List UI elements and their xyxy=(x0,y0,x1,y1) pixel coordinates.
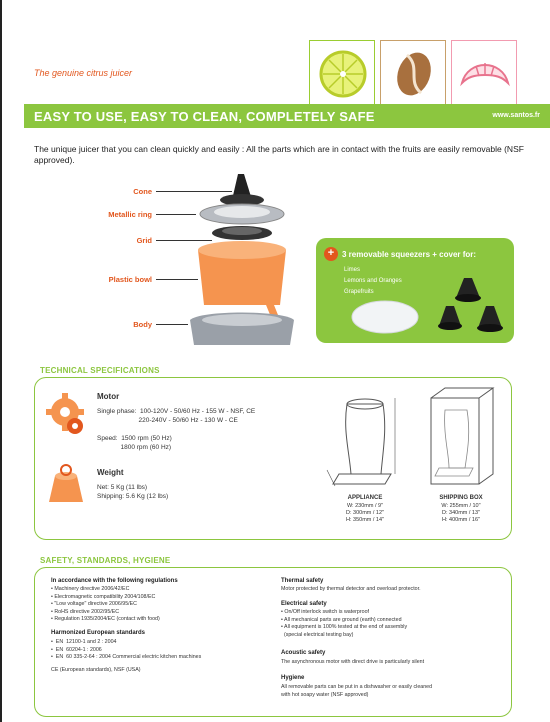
leader-line-plastic-bowl xyxy=(156,279,198,280)
hygiene-title: Hygiene xyxy=(281,675,305,681)
tagline: The genuine citrus juicer xyxy=(34,68,133,78)
motor-title: Motor xyxy=(97,392,120,401)
croissant-icon xyxy=(458,47,512,101)
plus-icon: + xyxy=(324,247,338,261)
leader-line-cone xyxy=(156,191,232,192)
weight-icon xyxy=(47,464,85,504)
part-label-cone: Cone xyxy=(133,187,152,196)
acoustic-safety-text: The asynchronous motor with direct drive is particularly silent xyxy=(281,659,425,665)
weight-specs: Net: 5 Kg (11 lbs) Shipping: 5.6 Kg (12 lbs) xyxy=(97,484,169,500)
squeezer-item-limes: Limes xyxy=(344,267,361,273)
safety-panel xyxy=(34,567,512,717)
electrical-safety-text: • On/Off interlock switch is waterproof • All mechanical parts are ground (earth) connected • All equipment is 100% tested at the end of assembly (special electrical testing bay) xyxy=(281,609,408,638)
citrus-icon xyxy=(316,47,370,101)
harmonized-standards-title: Harmonized European standards xyxy=(51,630,146,636)
regulations-title: In accordance with the following regulations xyxy=(51,578,178,584)
leader-line-grid xyxy=(156,240,212,241)
intro-paragraph: The unique juicer that you can clean quickly and easily : All the parts which are in contact with the fruits are easily removable (NSF approved). xyxy=(34,144,524,165)
headline-title: EASY TO USE, EASY TO CLEAN, COMPLETELY SAFE xyxy=(34,109,375,124)
harmonized-standards-list: • EN 12100-1 and 2 : 2004 • EN 60204-1 : 2006 • EN 60 335-2-64 : 2004 Commercial electric kitchen machines xyxy=(51,639,202,660)
gear-icon xyxy=(45,392,85,436)
thermal-safety-title: Thermal safety xyxy=(281,578,324,584)
squeezer-cones-illustration xyxy=(434,276,510,338)
electrical-safety-title: Electrical safety xyxy=(281,601,327,607)
thermal-safety-text: Motor protected by thermal detector and overload protector. xyxy=(281,586,421,592)
shipping-box-dimensions: W: 255mm / 10" D: 340mm / 13" H: 400mm / 16" xyxy=(441,503,481,523)
leader-line-body xyxy=(156,324,188,325)
part-label-metallic-ring: Metallic ring xyxy=(108,210,152,219)
weight-title: Weight xyxy=(97,468,124,477)
citrus-icon-box xyxy=(309,40,375,106)
squeezers-callout xyxy=(316,238,514,343)
headline-banner xyxy=(24,104,550,128)
technical-specs-panel xyxy=(34,377,512,540)
safety-heading: SAFETY, STANDARDS, HYGIENE xyxy=(40,556,171,565)
leader-line-metallic-ring xyxy=(156,214,196,215)
motor-specs: Single phase: 100-120V - 50/60 Hz - 155 W - NSF, CE 220-240V - 50/60 Hz - 130 W - CE Speed: 1500 rpm (50 Hz) 1800 rpm (60 Hz) xyxy=(97,408,256,451)
part-label-grid: Grid xyxy=(136,236,152,245)
regulations-list: • Machinery directive 2006/42/EC • Electromagnetic compatibility 2004/108/EC • "Low voltage" directive 2006/95/EC • RoHS directive 2002/95/EC • Regulation 1935/2004/EC (contact with food) xyxy=(51,586,160,622)
coffee-bean-icon-box xyxy=(380,40,446,106)
technical-specs-heading: TECHNICAL SPECIFICATIONS xyxy=(40,366,160,375)
part-label-body: Body xyxy=(133,320,152,329)
appliance-dimensions: W: 230mm / 9" D: 300mm / 12" H: 350mm / 14" xyxy=(345,503,385,523)
appliance-title: APPLIANCE xyxy=(347,495,383,501)
acoustic-safety-title: Acoustic safety xyxy=(281,650,326,656)
website-link[interactable]: www.santos.fr xyxy=(492,112,540,119)
squeezer-cover-illustration xyxy=(350,298,420,336)
juicer-exploded-illustration xyxy=(180,170,310,345)
part-label-plastic-bowl: Plastic bowl xyxy=(108,275,152,284)
croissant-icon-box xyxy=(451,40,517,106)
coffee-bean-icon xyxy=(387,47,441,101)
squeezers-title: 3 removable squeezers + cover for: xyxy=(342,250,477,259)
hygiene-text: All removable parts can be put in a dishwasher or easily cleaned with hot soapy water (NSF approved) xyxy=(281,684,433,698)
appliance-dimension-drawing xyxy=(325,390,405,490)
squeezer-item-grapefruits: Grapefruits xyxy=(344,289,374,295)
page-left-rule xyxy=(0,0,2,722)
shipping-box-drawing xyxy=(421,384,505,492)
squeezer-item-lemons-oranges: Lemons and Oranges xyxy=(344,278,402,284)
shipping-box-title: SHIPPING BOX xyxy=(439,495,483,501)
ce-nsf-line: CE (European standards), NSF (USA) xyxy=(51,667,141,673)
